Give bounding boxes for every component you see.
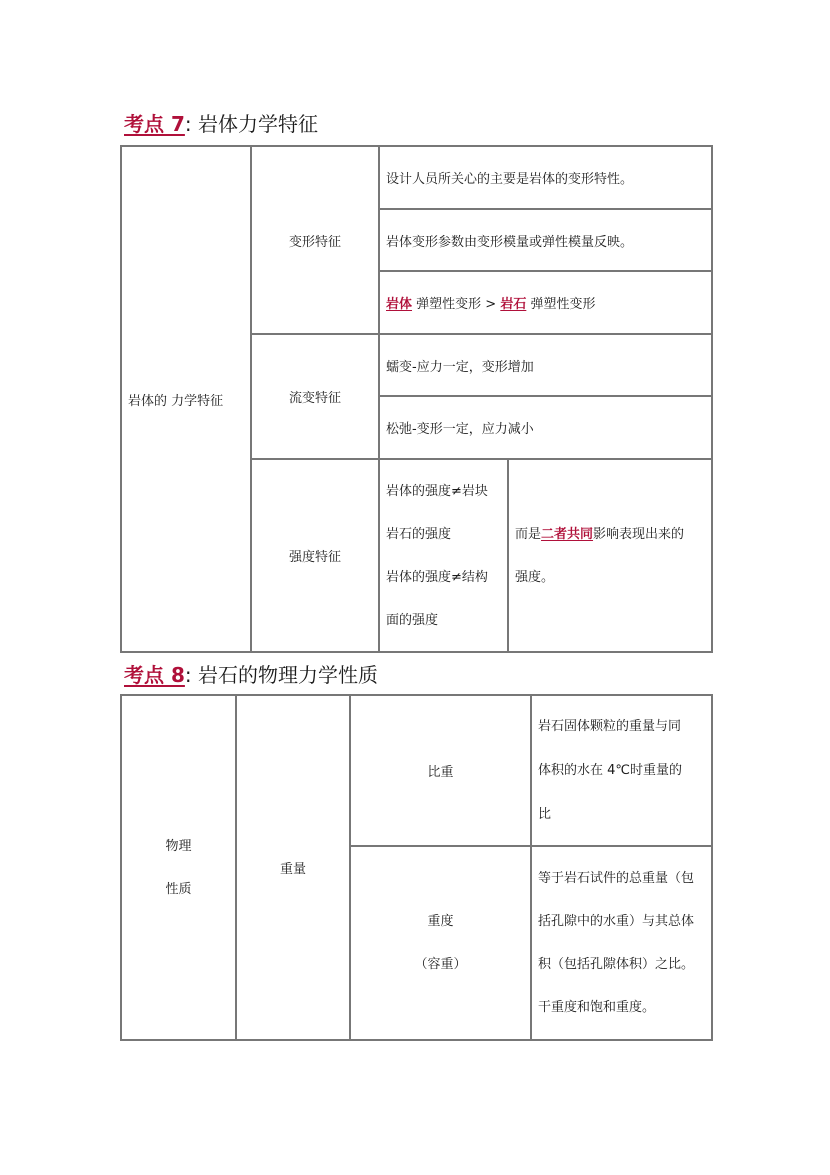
section7-left-label: 岩体的 力学特征 xyxy=(128,393,224,409)
zhongdu-label1: 重度 xyxy=(427,914,454,929)
strength-right-pre: 而是 xyxy=(515,526,542,542)
deform-row1: 设计人员所关心的主要是岩体的变形特性。 xyxy=(379,146,712,209)
deform-row2: 岩体变形参数由变形模量或弹性模量反映。 xyxy=(379,209,712,271)
section7-colon: : xyxy=(184,112,192,136)
strength-line4: 面的强度 xyxy=(386,612,439,628)
bizhong-line1: 岩石固体颗粒的重量与同 xyxy=(538,718,682,734)
deform-row3-end: 弹塑性变形 xyxy=(526,297,596,312)
zhongdu-line2: 括孔隙中的水重）与其总体 xyxy=(538,914,695,929)
zhongdu-line3: 积（包括孔隙体积）之比。 xyxy=(538,957,695,972)
section8-colon: : xyxy=(184,663,192,687)
section7-left-cell xyxy=(121,146,251,652)
rheo-row2: 松弛-变形一定，应力减小 xyxy=(379,396,712,459)
section8-heading xyxy=(124,661,378,689)
section8-prefix: 考点 8 xyxy=(124,663,185,687)
deform-label-cell xyxy=(251,146,379,334)
zhongdu-desc-cell xyxy=(531,846,712,1040)
section8-left-line1: 物理 xyxy=(165,838,192,854)
section7-heading xyxy=(124,110,318,138)
bizhong-desc-cell xyxy=(531,695,712,846)
section7-prefix: 考点 7 xyxy=(124,112,185,136)
section7-title: 岩体力学特征 xyxy=(198,112,318,136)
section8-left-line2: 性质 xyxy=(165,881,192,897)
zhongdu-label-cell xyxy=(350,846,531,1040)
rheo-label-cell xyxy=(251,334,379,459)
strength-right-cell xyxy=(508,459,712,652)
strength-right-post1: 影响表现出来的 xyxy=(593,526,685,542)
section8-mid-cell xyxy=(236,695,350,1040)
section7-table xyxy=(120,145,713,653)
strength-line2: 岩石的强度 xyxy=(386,526,452,542)
zhongdu-line4: 干重度和饱和重度。 xyxy=(538,1000,656,1015)
section8-table xyxy=(120,694,713,1041)
strength-label: 强度特征 xyxy=(288,550,341,565)
zhongdu-line1: 等于岩石试件的总重量（包 xyxy=(538,871,695,886)
bizhong-label: 比重 xyxy=(427,765,454,780)
deform-row3-rock-mass: 岩体 xyxy=(386,297,413,312)
strength-right-red: 二者共同 xyxy=(541,526,594,542)
strength-label-cell xyxy=(251,459,379,652)
zhongdu-label2: （容重） xyxy=(414,957,467,972)
bizhong-line3: 比 xyxy=(538,806,552,822)
rheo-row1: 蠕变-应力一定，变形增加 xyxy=(379,334,712,396)
strength-line1: 岩体的强度≠岩块 xyxy=(386,483,488,499)
section8-title: 岩石的物理力学性质 xyxy=(198,663,378,687)
strength-right-post2: 强度。 xyxy=(515,569,555,585)
bizhong-line2: 体积的水在 4℃时重量的 xyxy=(538,762,683,778)
rheo-label: 流变特征 xyxy=(288,391,341,406)
deform-label: 变形特征 xyxy=(288,234,341,250)
section8-mid-label: 重量 xyxy=(279,862,306,877)
deform-row3 xyxy=(379,271,712,334)
strength-line3: 岩体的强度≠结构 xyxy=(386,569,488,585)
deform-row3-rock: 岩石 xyxy=(500,297,527,312)
bizhong-label-cell xyxy=(350,695,531,846)
section8-left-cell xyxy=(121,695,236,1040)
deform-row3-mid: 弹塑性变形 > xyxy=(412,297,501,312)
strength-left-cell xyxy=(379,459,508,652)
